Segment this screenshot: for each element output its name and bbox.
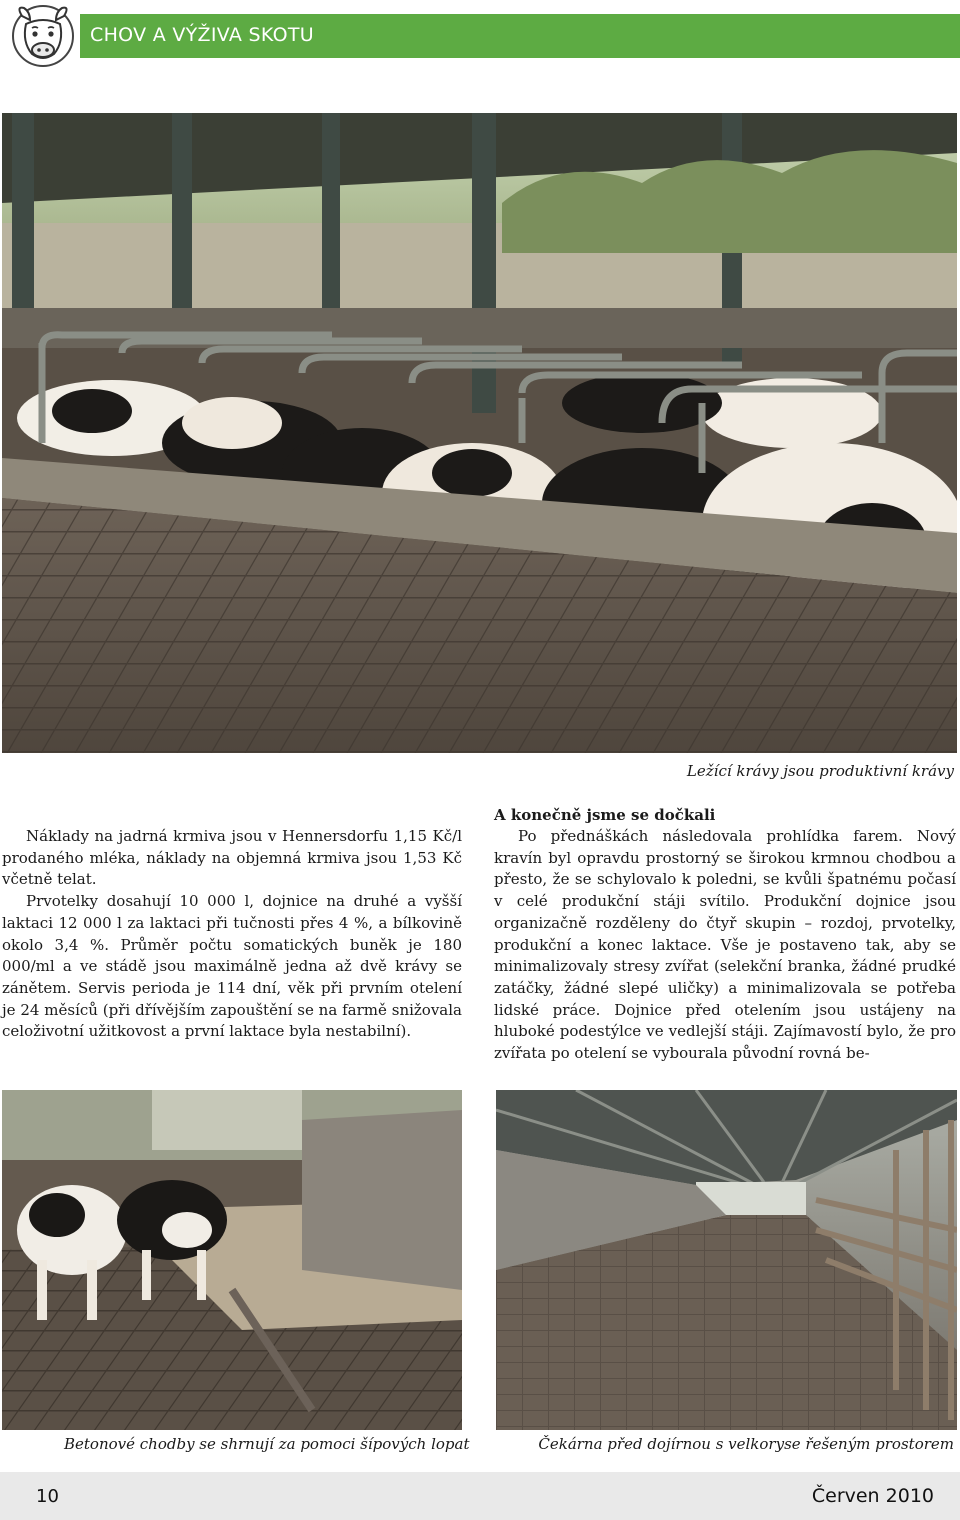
paragraph: Po přednáškách následovala prohlídka farem. Nový kravín byl opravdu prostorný se širokou krmnou chodbou a přesto, že se schylovalo k poledni, se kvůli špatnému počasí v celé produkční stáji svítilo. Produkční dojnice jsou organizačně rozděleny do čtyř skupin – rozdoj, prvotelky, produkční a konec laktace. Vše je postaveno tak, aby se minimalizovaly stresy zvířat (selekční branka, žádné prudké zatáčky, žádné slepé uličky) a minimalizovala se potřeba lidské práce. Dojnice před otelením jsou ustájeny na hluboké podestýlce ve vedlejší stáji. Zajímavostí bylo, že pro zvířata po otelení se vybourala původní rovná be-	[494, 827, 956, 1063]
right-text-column	[494, 804, 956, 1065]
paragraph: Prvotelky dosahují 10 000 l, dojnice na druhé a vyšší laktaci 12 000 l za laktaci při tučnosti přes 4 %, a bílkovině okolo 3,4 %. Průměr počtu somatických buněk je 180 000/ml a ve stádě jsou maximálně jedna až dvě krávy se zánětem. Servis perioda je 114 dní, věk při prvním otelení je 24 měsíců (při dřívějším zapouštění se na farmě snižovala celoživotní užitkovost a první laktace byla nestabilní).	[2, 892, 462, 1041]
photo-concrete-corridor	[2, 1090, 462, 1430]
issue-date: Červen 2010	[811, 1485, 934, 1507]
page-number: 10	[36, 1486, 59, 1507]
caption-concrete-corridor: Betonové chodby se shrnují za pomoci šípových lopat	[64, 1435, 470, 1453]
cow-head-icon	[8, 2, 78, 68]
caption-waiting-area: Čekárna před dojírnou s velkoryse řešeným prostorem	[538, 1435, 954, 1453]
section-title: CHOV A VÝŽIVA SKOTU	[90, 24, 314, 46]
page-footer	[0, 1472, 960, 1520]
section-heading: A konečně jsme se dočkali	[494, 806, 716, 824]
caption-lying-cows: Ležící krávy jsou produktivní krávy	[686, 762, 954, 780]
photo-lying-cows	[2, 113, 957, 753]
page-header	[0, 0, 960, 70]
paragraph: Náklady na jadrná krmiva jsou v Hennersdorfu 1,15 Kč/l prodaného mléka, náklady na objemná krmiva jsou 1,53 Kč včetně telat.	[2, 827, 462, 889]
photo-waiting-area	[496, 1090, 957, 1430]
left-text-column	[2, 826, 462, 1043]
